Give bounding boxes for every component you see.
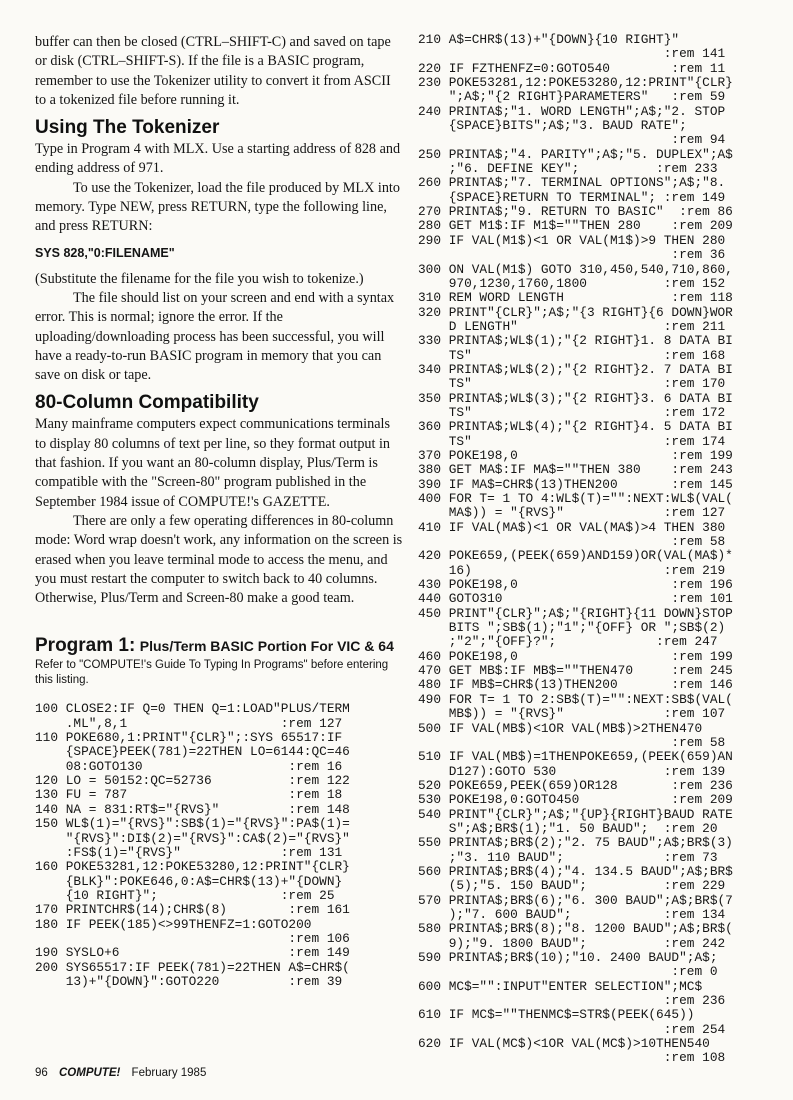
code-line: {SPACE}BITS";A$;"3. BAUD RATE"; [418,118,687,134]
code-line: 490 FOR T= 1 TO 2:SB$(T)="":NEXT:SB$(VAL( [418,691,733,707]
tokenizer-heading: Using The Tokenizer [35,117,220,139]
code-line: 250 PRINTA$;"4. PARITY";A$;"5. DUPLEX";A$ [418,146,733,162]
code-line: 440 GOTO310 :rem 101 [418,591,733,607]
code-line: TS" :rem 168 [418,347,726,363]
code-line: 400 FOR T= 1 TO 4:WL$(T)="":NEXT:WL$(VAL( [418,491,733,506]
code-line: 100 CLOSE2:IF Q=0 THEN Q=1:LOAD"PLUS/TERM [35,701,350,717]
page-footer [35,1067,206,1079]
code-line: 370 POKE198,0 :rem 199 [418,447,733,463]
compatibility-paragraph-1: Many mainframe computers expect communications terminals to display 80 columns of text per line, so they format output in that fashion. If you want an 80-column display, Plus/Term is compatible with the "Screen-80" program published in the September 1984 issue of COMPUTE!'s GAZETTE. [35,416,391,510]
code-line: 110 POKE680,1:PRINT"{CLR}";:SYS 65517:IF [35,730,343,746]
code-line: ;"3. 110 BAUD"; :rem 73 [418,849,718,865]
code-line: 540 PRINT"{CLR}";A$;"{UP}{RIGHT}BAUD RATE [418,806,733,822]
code-line: 130 FU = 787 :rem 18 [35,787,343,803]
code-line: .ML",8,1 :rem 127 [35,715,343,731]
left-code-listing [35,702,403,989]
issue-date: February 1985 [131,1067,207,1079]
code-line: 310 REM WORD LENGTH :rem 118 [418,290,733,306]
code-line: 230 POKE53281,12:POKE53280,12:PRINT"{CLR} [418,75,733,91]
code-line: 480 IF MB$=CHR$(13)THEN200 :rem 146 [418,677,733,693]
code-line: {SPACE}RETURN TO TERMINAL"; :rem 149 [418,189,726,205]
code-line: 570 PRINTA$;BR$(6);"6. 300 BAUD";A$;BR$(7 [418,892,733,908]
code-line: 190 SYSLO+6 :rem 149 [35,945,350,961]
tokenizer-paragraph-4: The file should list on your screen and end with a syntax error. This is normal; ignore the error. If the uploading/downloading process has been successful, you will have a ready-to-run BASIC program in memory that you can save on disk or tape. [35,289,395,384]
code-line: :rem 58 [418,734,726,750]
code-line: 460 POKE198,0 :rem 199 [418,648,733,664]
program-title [35,636,403,656]
code-line: 520 POKE659,PEEK(659)OR128 :rem 236 [418,777,733,793]
tokenizer-paragraph-2: To use the Tokenizer, load the file produced by MLX into memory. Type NEW, press RETURN, type the following line, and press RETURN: [35,179,400,235]
code-line: 150 WL$(1)="{RVS}":SB$(1)="{RVS}":PA$(1)= [35,816,350,832]
code-line: :rem 236 [418,993,726,1009]
code-line: 600 MC$="":INPUT"ENTER SELECTION";MC$ [418,978,703,994]
code-line: );"7. 600 BAUD"; :rem 134 [418,906,726,922]
code-line: :rem 106 [35,930,350,946]
code-line: 560 PRINTA$;BR$(4);"4. 134.5 BAUD";A$;BR$ [418,863,733,879]
code-line: TS" :rem 172 [418,404,726,420]
compatibility-heading: 80-Column Compatibility [35,392,259,414]
code-line: :FS$(1)="{RVS}" :rem 131 [35,844,343,860]
code-line: 170 PRINTCHR$(14);CHR$(8) :rem 161 [35,902,350,918]
left-column [35,33,403,989]
code-line: 320 PRINT"{CLR}";A$;"{3 RIGHT}{6 DOWN}WOR [418,304,733,320]
code-line: 350 PRINTA$;WL$(3);"{2 RIGHT}3. 6 DATA BI [418,390,733,406]
code-line: :rem 94 [418,132,726,148]
code-line: 270 PRINTA$;"9. RETURN TO BASIC" :rem 86 [418,204,733,220]
code-line: 340 PRINTA$;WL$(2);"{2 RIGHT}2. 7 DATA BI [418,361,733,377]
code-line: D127):GOTO 530 :rem 139 [418,763,726,779]
program-subtitle: Plus/Term BASIC Portion For VIC & 64 [139,638,394,655]
magazine-name: COMPUTE! [59,1067,121,1079]
code-line: 590 PRINTA$;BR$(10);"10. 2400 BAUD";A$; [418,950,718,965]
code-line: 420 POKE659,(PEEK(659)AND159)OR(VAL(MA$)* [418,548,733,564]
code-line: ";A$;"{2 RIGHT}PARAMETERS" :rem 59 [418,89,726,105]
code-line: 450 PRINT"{CLR}";A$;"{RIGHT}{11 DOWN}STOP [418,605,733,621]
code-line: 210 A$=CHR$(13)+"{DOWN}{10 RIGHT}" [418,32,680,47]
code-line: 160 POKE53281,12:POKE53280,12:PRINT"{CLR} [35,859,350,875]
code-line: 380 GET MA$:IF MA$=""THEN 380 :rem 243 [418,462,733,478]
code-line: :rem 0 [418,964,718,980]
page-number: 96 [35,1067,48,1079]
code-line: 410 IF VAL(MA$)<1 OR VAL(MA$)>4 THEN 380 [418,519,726,535]
code-line: 360 PRINTA$;WL$(4);"{2 RIGHT}4. 5 DATA BI [418,419,733,435]
code-line: 140 NA = 831:RT$="{RVS}" :rem 148 [35,801,350,817]
tokenizer-paragraph-3: (Substitute the filename for the file you wish to tokenize.) [35,270,364,287]
code-line: {BLK}":POKE646,0:A$=CHR$(13)+"{DOWN} [35,873,343,889]
code-line: :rem 141 [418,46,726,62]
code-line: 16) :rem 219 [418,562,726,578]
code-line: 13)+"{DOWN}":GOTO220 :rem 39 [35,973,343,989]
code-line: TS" :rem 170 [418,376,726,392]
code-line: 280 GET M1$:IF M1$=""THEN 280 :rem 209 [418,218,733,234]
code-line: 08:GOTO130 :rem 16 [35,758,343,774]
right-code-listing [418,33,778,1066]
code-line: 470 GET MB$:IF MB$=""THEN470 :rem 245 [418,663,733,679]
program-number: Program 1: [35,635,136,657]
code-line: 550 PRINTA$;BR$(2);"2. 75 BAUD";A$;BR$(3) [418,835,733,851]
code-line: 200 SYS65517:IF PEEK(781)=22THEN A$=CHR$( [35,959,350,975]
code-line: ;"2";"{OFF}?"; :rem 247 [418,634,718,650]
tokenizer-paragraph-1: Type in Program 4 with MLX. Use a starting address of 828 and ending address of 971. [35,141,401,177]
compatibility-paragraph-2: There are only a few operating differences in 80-column mode: Word wrap doesn't work, any information on the screen is erased when you leave terminal mode to access the menu, and you must restart the computer to switch back to 40 columns. Otherwise, Plus/Term and Screen-80 make a good team. [35,512,403,607]
intro-paragraph: buffer can then be closed (CTRL–SHIFT-C) and saved on tape or disk (CTRL–SHIFT-S). If the file is a BASIC program, remember to use the Tokenizer utility to convert it from ASCII to a tokenized file before running it. [35,34,391,108]
code-line: :rem 58 [418,534,726,550]
code-line: 9);"9. 1800 BAUD"; :rem 242 [418,935,726,951]
code-line: 430 POKE198,0 :rem 196 [418,577,733,593]
code-line: 970,1230,1760,1800 :rem 152 [418,275,726,291]
code-line: MB$)) = "{RVS}" :rem 107 [418,706,726,722]
code-line: 510 IF VAL(MB$)=1THENPOKE659,(PEEK(659)AN [418,749,733,765]
code-line: 580 PRINTA$;BR$(8);"8. 1200 BAUD";A$;BR$( [418,921,733,937]
code-line: 620 IF VAL(MC$)<1OR VAL(MC$)>10THEN540 [418,1036,710,1052]
code-line: :rem 254 [418,1021,726,1037]
code-line: ;"6. DEFINE KEY"; :rem 233 [418,161,718,177]
code-line: 260 PRINTA$;"7. TERMINAL OPTIONS";A$;"8. [418,175,726,191]
code-line: 290 IF VAL(M1$)<1 OR VAL(M1$)>9 THEN 280 [418,232,726,248]
code-line: 530 POKE198,0:GOTO450 :rem 209 [418,792,733,808]
code-line: 120 LO = 50152:QC=52736 :rem 122 [35,773,350,789]
code-line: 390 IF MA$=CHR$(13)THEN200 :rem 145 [418,476,733,492]
code-line: :rem 108 [418,1050,726,1066]
code-line: D LENGTH" :rem 211 [418,318,726,334]
code-line: BITS ";SB$(1);"1";"{OFF} OR ";SB$(2) [418,620,726,636]
code-line: 180 IF PEEK(185)<>99THENFZ=1:GOTO200 [35,916,312,932]
code-line: TS" :rem 174 [418,433,726,449]
code-line: {10 RIGHT}"; :rem 25 [35,887,335,903]
code-line: 220 IF FZTHENFZ=0:GOTO540 :rem 11 [418,60,726,76]
code-line: 240 PRINTA$;"1. WORD LENGTH";A$;"2. STOP [418,103,726,119]
code-line: 500 IF VAL(MB$)<1OR VAL(MB$)>2THEN470 [418,720,703,736]
right-column [418,33,778,1066]
program-reference-note: Refer to "COMPUTE!'s Guide To Typing In Programs" before entering this listing. [35,659,389,687]
code-line: {SPACE}PEEK(781)=22THEN LO=6144:QC=46 [35,744,350,760]
code-line: (5);"5. 150 BAUD"; :rem 229 [418,878,726,894]
code-line: 610 IF MC$=""THENMC$=STR$(PEEK(645)) [418,1007,695,1023]
tokenizer-command: SYS 828,"0:FILENAME" [35,245,175,260]
code-line: MA$)) = "{RVS}" :rem 127 [418,505,726,521]
code-line: S";A$;BR$(1);"1. 50 BAUD"; :rem 20 [418,820,718,836]
code-line: "{RVS}":DI$(2)="{RVS}":CA$(2)="{RVS}" [35,830,350,846]
code-line: 300 ON VAL(M1$) GOTO 310,450,540,710,860, [418,261,733,277]
code-line: 330 PRINTA$;WL$(1);"{2 RIGHT}1. 8 DATA BI [418,333,733,349]
code-line: :rem 36 [418,247,726,263]
